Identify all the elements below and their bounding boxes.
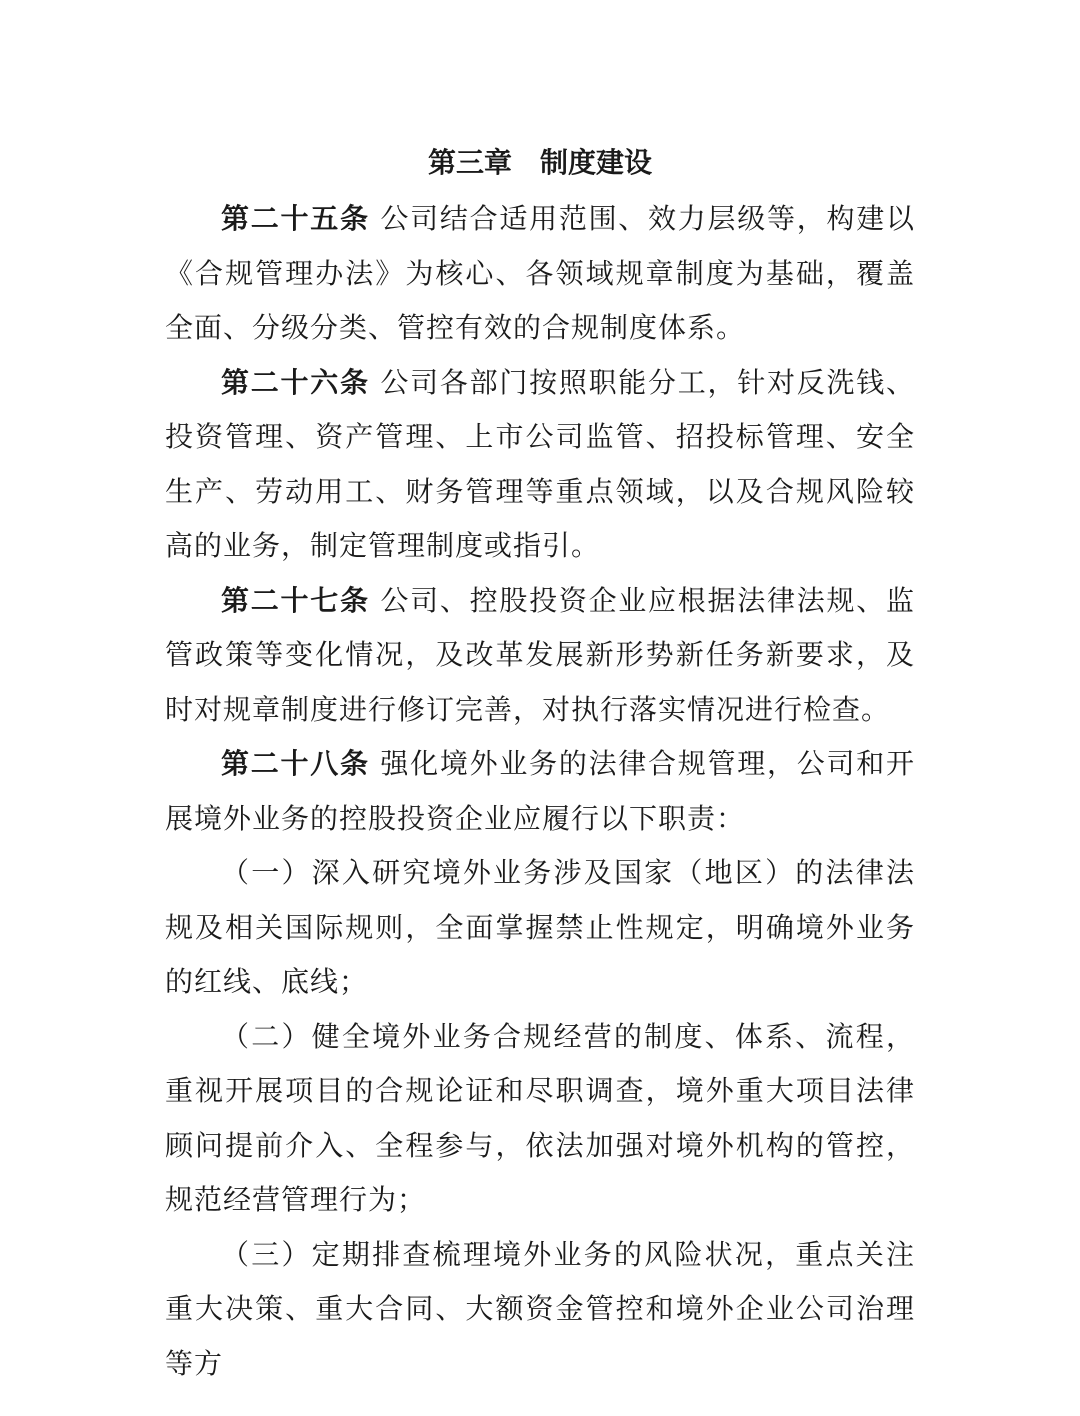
chapter-title: 第三章 制度建设 [427, 146, 652, 179]
article-number: 第二十八条 [221, 747, 370, 780]
article-number: 第二十六条 [221, 365, 370, 399]
article-text: 公司结合适用范围、效力层级等，构建以《合规管理办法》为核心、各领域规章制度为基础，覆盖全面、分级分类、管控有效的合规制度体系。 [165, 202, 915, 344]
article-number: 第二十五条 [221, 202, 370, 235]
list-item-2: （二）健全境外业务合规经营的制度、体系、流程，重视开展项目的合规论证和尽职调查，境外重大项目法律顾问提前介入、全程参与，依法加强对境外机构的管控，规范经营管理行为； [165, 1019, 915, 1216]
article-text: 公司、控股投资企业应根据法律法规、监管政策等变化情况，及改革发展新形势新任务新要求，及时对规章制度进行修订完善，对执行落实情况进行检查。 [165, 583, 915, 726]
article-text: 公司各部门按照职能分工，针对反洗钱、投资管理、资产管理、上市公司监管、招投标管理、安全生产、劳动用工、财务管理等重点领域，以及合规风险较高的业务，制定管理制度或指引。 [165, 365, 915, 562]
list-item-1: （一）深入研究境外业务涉及国家（地区）的法律法规及相关国际规则，全面掌握禁止性规定，明确境外业务的红线、底线； [165, 856, 915, 998]
list-item-3: （三）定期排查梳理境外业务的风险状况，重点关注重大决策、重大合同、大额资金管控和境外企业公司治理等方 [165, 1237, 915, 1380]
article-26 [165, 356, 915, 574]
document-body [165, 192, 915, 1391]
article-text: 强化境外业务的法律合规管理，公司和开展境外业务的控股投资企业应履行以下职责： [165, 747, 915, 835]
article-27 [165, 574, 915, 738]
article-25 [165, 192, 915, 356]
article-28 [165, 737, 915, 846]
article-number: 第二十七条 [221, 583, 370, 617]
